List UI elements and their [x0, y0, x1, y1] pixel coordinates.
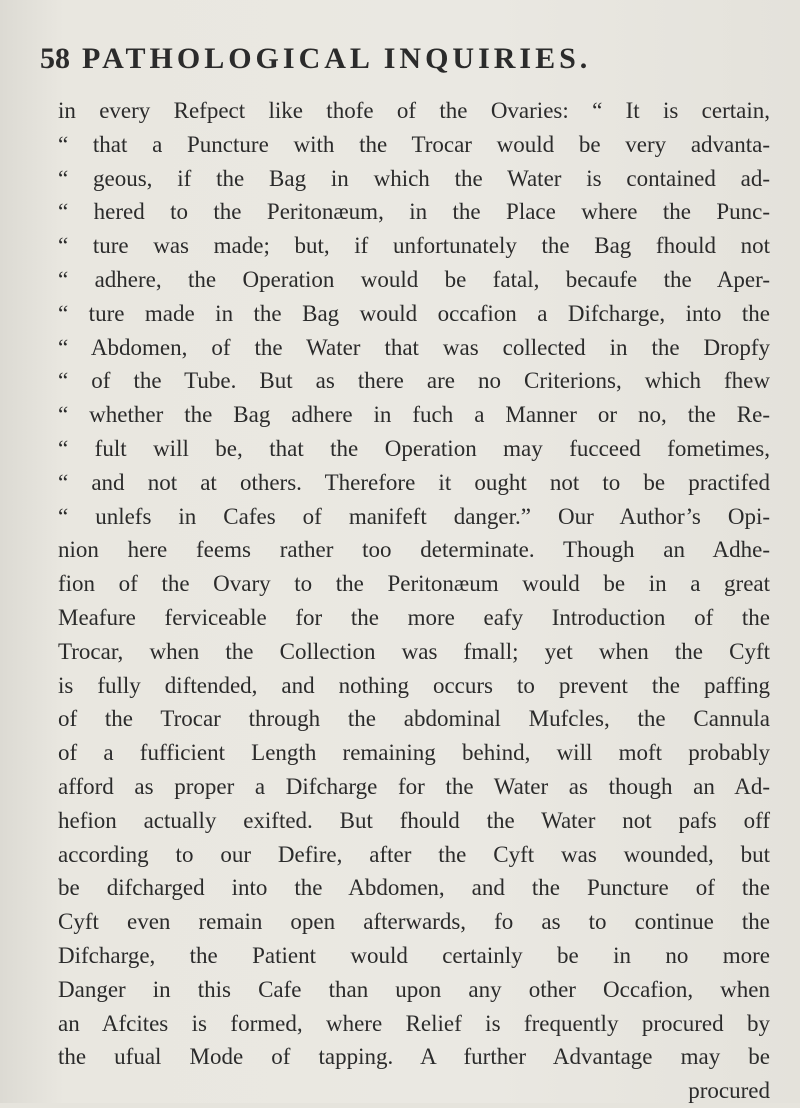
page-number: 58: [40, 42, 70, 75]
text-line: fion of the Ovary to the Peritonæum would be in a great: [58, 571, 770, 597]
text-line: “ ture made in the Bag would occafion a Difcharge, into the: [58, 300, 770, 326]
text-line: “ ture was made; but, if unfortunately the Bag fhould not: [58, 233, 770, 259]
text-line: “ fult will be, that the Operation may fucceed fometimes,: [58, 435, 770, 461]
text-line: “ geous, if the Bag in which the Water is contained ad-: [58, 165, 770, 191]
text-line: of a fufficient Length remaining behind, will moft probably: [58, 740, 770, 766]
text-line: of the Trocar through the abdominal Mufcles, the Cannula: [58, 706, 770, 732]
text-line: is fully diftended, and nothing occurs to prevent the paffing: [58, 672, 770, 698]
page-header: [40, 42, 740, 82]
text-line: be difcharged into the Abdomen, and the Puncture of the: [58, 875, 770, 901]
text-line: the ufual Mode of tapping. A further Advantage may be: [58, 1044, 770, 1070]
text-line: in every Refpect like thofe of the Ovaries: “ It is certain,: [58, 98, 770, 123]
text-line: an Afcites is formed, where Relief is frequently procured by: [58, 1010, 770, 1036]
catchword: procured: [688, 1078, 770, 1104]
body-text: [58, 94, 770, 1108]
text-line: Cyft even remain open afterwards, fo as to continue the: [58, 909, 770, 935]
text-line: Difcharge, the Patient would certainly be in no more: [58, 942, 770, 968]
text-line: hefion actually exifted. But fhould the Water not pafs off: [58, 807, 770, 833]
text-line: “ hered to the Peritonæum, in the Place where the Punc-: [58, 199, 770, 225]
text-line: Danger in this Cafe than upon any other Occafion, when: [58, 976, 770, 1002]
text-line: “ Abdomen, of the Water that was collected in the Dropfy: [58, 334, 770, 360]
text-line: Trocar, when the Collection was fmall; yet when the Cyft: [58, 638, 770, 664]
text-line: “ and not at others. Therefore it ought not to be practifed: [58, 469, 770, 495]
text-line: afford as proper a Difcharge for the Water as though an Ad-: [58, 773, 770, 799]
text-line: “ unlefs in Cafes of manifeft danger.” Our Author’s Opi-: [58, 503, 770, 529]
text-line: nion here feems rather too determinate. Though an Adhe-: [58, 537, 770, 563]
text-line: “ whether the Bag adhere in fuch a Manner or no, the Re-: [58, 402, 770, 428]
text-line: “ of the Tube. But as there are no Criterions, which fhew: [58, 368, 770, 394]
text-line: “ that a Puncture with the Trocar would be very advanta-: [58, 131, 770, 157]
running-title: PATHOLOGICAL INQUIRIES.: [82, 42, 592, 75]
text-line: Meafure ferviceable for the more eafy Introduction of the: [58, 604, 770, 630]
text-line: according to our Defire, after the Cyft was wounded, but: [58, 841, 770, 867]
text-line: “ adhere, the Operation would be fatal, becaufe the Aper-: [58, 266, 770, 292]
